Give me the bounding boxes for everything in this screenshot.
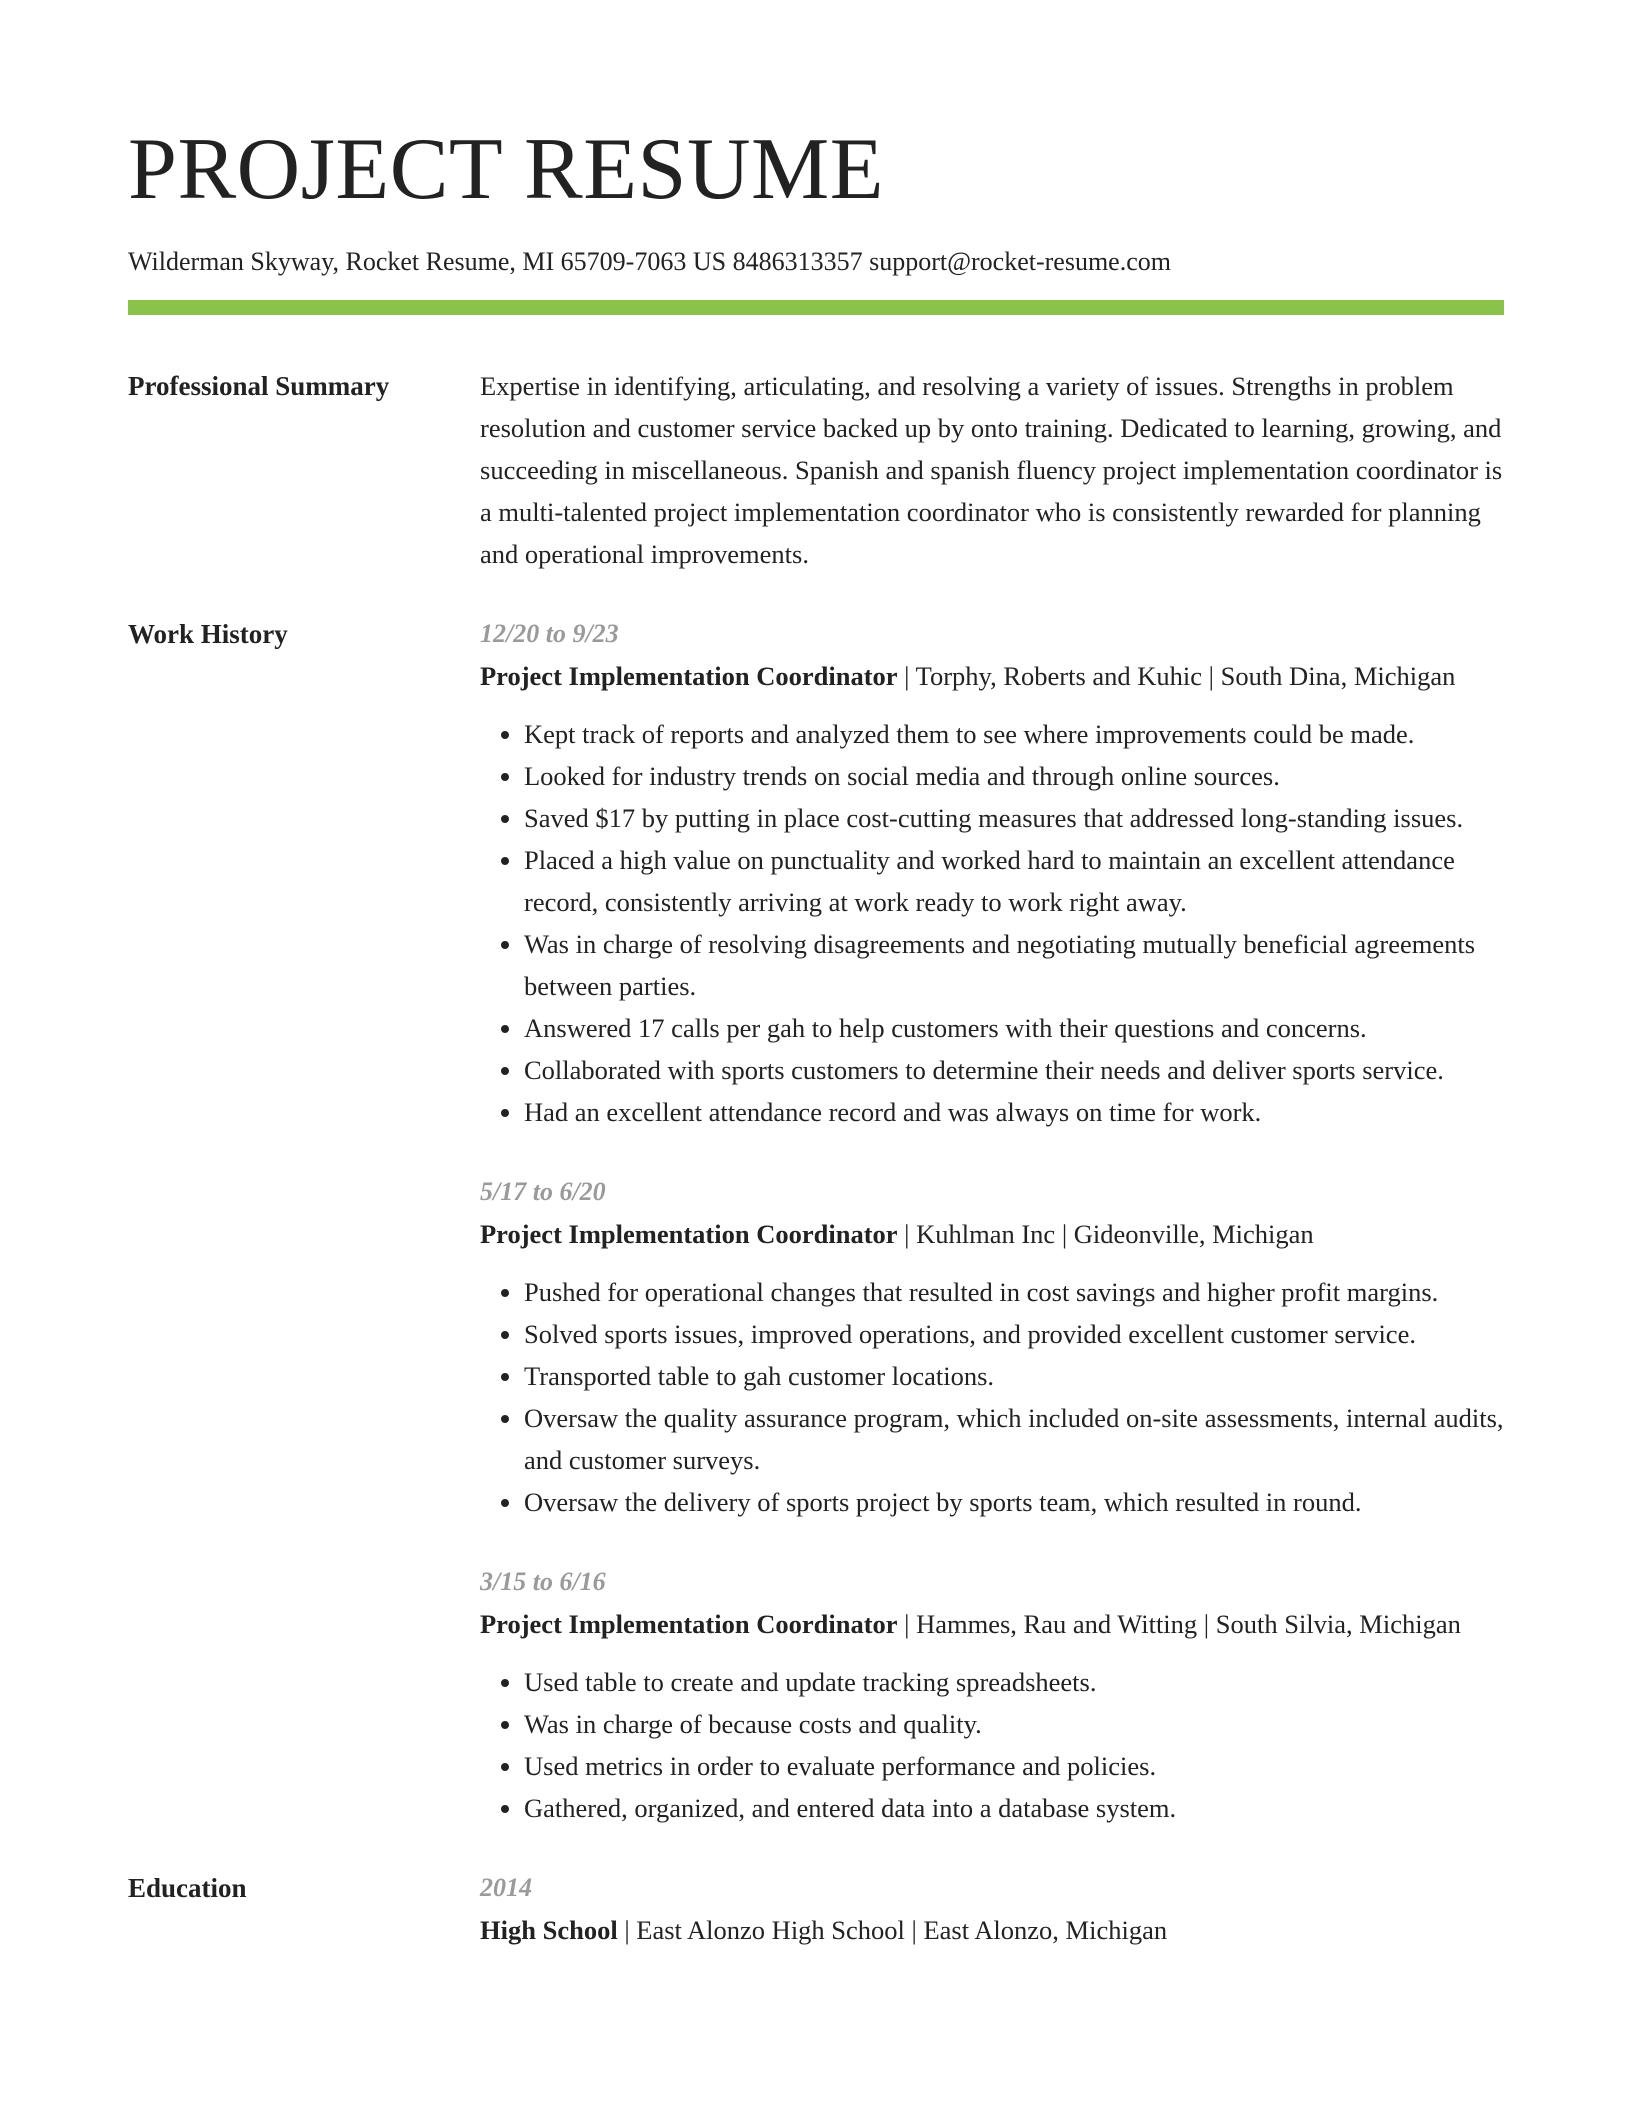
job-entry [480, 1171, 1504, 1523]
contact-line: Wilderman Skyway, Rocket Resume, MI 65709-7063 US 8486313357 support@rocket-resume.com [128, 247, 1171, 276]
job-bullets [480, 713, 1504, 1133]
job-bullet: • Used table to create and update tracking spreadsheets. [524, 1661, 1504, 1703]
education-heading: Education [128, 1873, 247, 1903]
education-section [128, 1867, 1504, 1951]
education-details: | East Alonzo High School | East Alonzo, Michigan [617, 1915, 1168, 1945]
job-entry [480, 613, 1504, 1133]
job-bullet: • Placed a high value on punctuality and worked hard to maintain an excellent attendance record, consistently arriving at work ready to work right away. [524, 839, 1504, 923]
job-entry [480, 1561, 1504, 1829]
job-bullet: • Gathered, organized, and entered data into a database system. [524, 1787, 1504, 1829]
header-divider [128, 300, 1504, 315]
job-bullet: • Saved $17 by putting in place cost-cutting measures that addressed long-standing issues. [524, 797, 1504, 839]
summary-heading: Professional Summary [128, 371, 390, 401]
education-degree: High School [480, 1915, 618, 1945]
summary-section [128, 365, 1504, 575]
job-bullet: • Collaborated with sports customers to determine their needs and deliver sports service. [524, 1049, 1504, 1091]
education-line [480, 1909, 1504, 1951]
job-bullet: • Transported table to gah customer locations. [524, 1355, 1504, 1397]
job-bullet: • Was in charge of resolving disagreements and negotiating mutually beneficial agreements between parties. [524, 923, 1504, 1007]
job-title: Project Implementation Coordinator [480, 661, 898, 691]
job-bullet: • Solved sports issues, improved operations, and provided excellent customer service. [524, 1313, 1504, 1355]
job-bullet: • Kept track of reports and analyzed them to see where improvements could be made. [524, 713, 1504, 755]
job-dates: 5/17 to 6/20 [480, 1177, 606, 1206]
job-bullet: • Pushed for operational changes that resulted in cost savings and higher profit margins. [524, 1271, 1504, 1313]
job-title-line [480, 1213, 1504, 1255]
job-bullet: • Used metrics in order to evaluate performance and policies. [524, 1745, 1504, 1787]
job-bullet: • Had an excellent attendance record and was always on time for work. [524, 1091, 1504, 1133]
job-dates: 12/20 to 9/23 [480, 619, 619, 648]
job-details: | Hammes, Rau and Witting | South Silvia, Michigan [897, 1609, 1461, 1639]
job-bullets [480, 1661, 1504, 1829]
job-title: Project Implementation Coordinator [480, 1219, 898, 1249]
resume-page [128, 118, 1504, 1951]
job-bullet: • Was in charge of because costs and quality. [524, 1703, 1504, 1745]
resume-name: PROJECT RESUME [128, 121, 884, 218]
education-year: 2014 [480, 1873, 532, 1902]
job-bullets [480, 1271, 1504, 1523]
job-bullet: • Oversaw the delivery of sports project by sports team, which resulted in round. [524, 1481, 1504, 1523]
job-title-line [480, 1603, 1504, 1645]
summary-text: Expertise in identifying, articulating, and resolving a variety of issues. Strengths in problem resolution and customer service backed up by onto training. Dedicated to learning, growing, and succeeding in miscellaneous. Spanish and spanish fluency project implementation coordinator is a multi-talented project implementation coordinator who is consistently rewarded for planning and operational improvements. [480, 371, 1503, 569]
job-bullet: • Looked for industry trends on social media and through online sources. [524, 755, 1504, 797]
job-bullet: • Answered 17 calls per gah to help customers with their questions and concerns. [524, 1007, 1504, 1049]
job-title-line [480, 655, 1504, 697]
job-title: Project Implementation Coordinator [480, 1609, 898, 1639]
work-history-section [128, 613, 1504, 1829]
job-dates: 3/15 to 6/16 [480, 1567, 606, 1596]
work-history-heading: Work History [128, 619, 288, 649]
job-bullet: • Oversaw the quality assurance program, which included on-site assessments, internal audits, and customer surveys. [524, 1397, 1504, 1481]
job-details: | Kuhlman Inc | Gideonville, Michigan [897, 1219, 1314, 1249]
job-details: | Torphy, Roberts and Kuhic | South Dina, Michigan [897, 661, 1456, 691]
